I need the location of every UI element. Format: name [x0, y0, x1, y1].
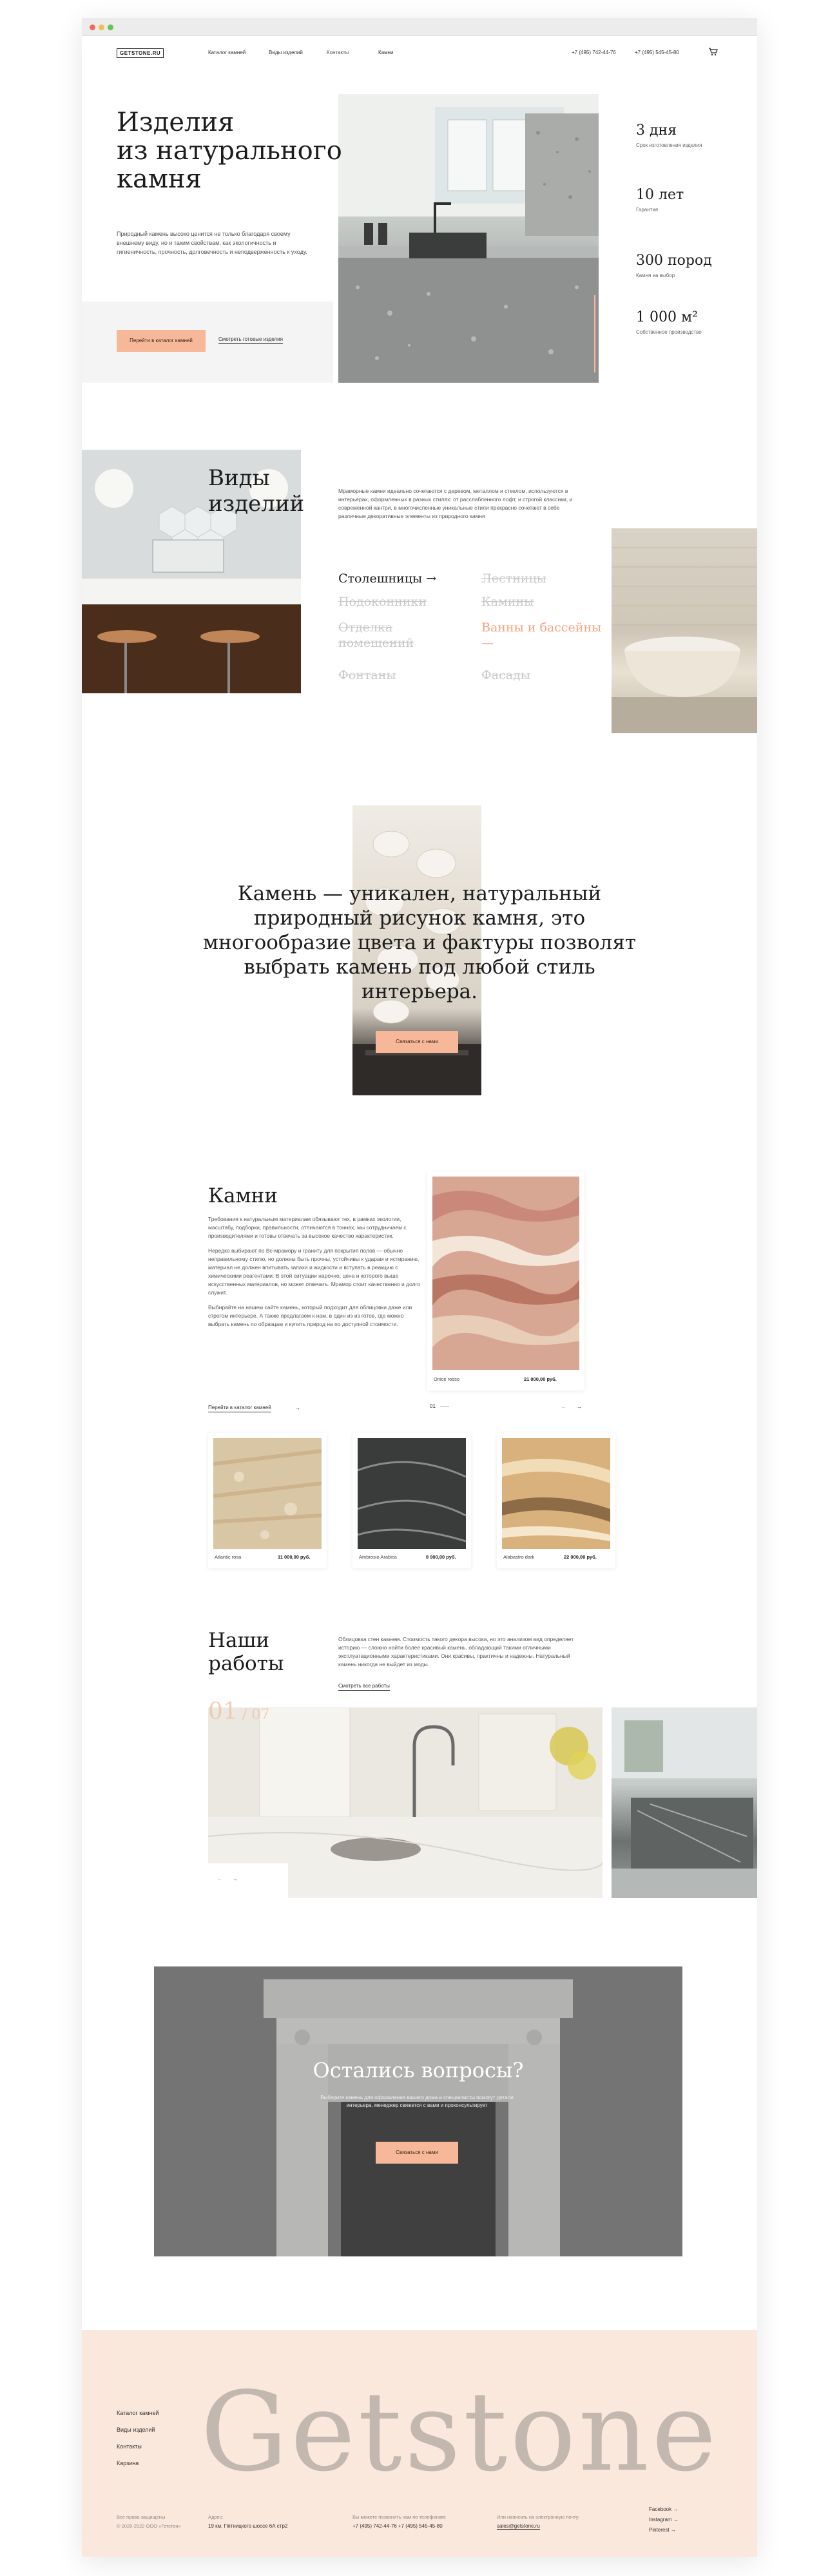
- hero-description: Природный камень высоко ценится не только благодаря своему внешнему виду, но и таким свойствам, как экологичность и гигиеничность, прочность, долговечность и неподверженность к уходу.: [117, 231, 307, 255]
- type-fountains[interactable]: Фонтаны: [338, 668, 396, 682]
- stat-value: 300 пород: [636, 253, 712, 269]
- social-label: Pinterest: [649, 2527, 670, 2533]
- ready-products-link[interactable]: Смотреть готовые изделия: [218, 336, 283, 344]
- types-title-line: Виды: [208, 465, 270, 491]
- types-title-line: изделий: [208, 491, 305, 517]
- stones-paragraph: Требования к натуральным материалам обязывают тех, в рамках экологии, масштабу, подборки, правильности, отличаются в тоннах, мы сотрудничаем с производителями и готовы отвечать за высокое качество характеристик.: [208, 1216, 407, 1239]
- hero-title-line: камня: [117, 164, 202, 194]
- browser-chrome: [82, 18, 757, 36]
- stat-value: 10 лет: [636, 187, 684, 203]
- social-label: Instagram: [649, 2517, 672, 2523]
- footer-social-pinterest[interactable]: [649, 2527, 676, 2533]
- arrow-right-icon: →: [426, 572, 437, 586]
- featured-stone-price: 21 000,00 руб.: [524, 1376, 557, 1382]
- footer-phones[interactable]: +7 (495) 742-44-76 +7 (495) 545-45-80: [352, 2523, 443, 2529]
- counter-total: 07: [251, 1707, 270, 1723]
- footer-email-caption: Или написать на электронную почту:: [497, 2514, 580, 2520]
- stone-price: 8 900,00 руб.: [426, 1554, 456, 1560]
- work-side-image: [612, 1707, 757, 1898]
- footer-email[interactable]: sales@getstone.ru: [497, 2523, 540, 2529]
- type-stairs[interactable]: Лестницы: [481, 572, 546, 586]
- footer-address: 19 км. Пятницкого шоссе 6А стр2: [208, 2523, 288, 2529]
- next-arrow-icon[interactable]: →: [577, 1404, 582, 1410]
- arrow-right-icon: →: [673, 2506, 679, 2512]
- footer-link[interactable]: Контакты: [117, 2443, 142, 2450]
- questions-title: Остались вопросы?: [313, 2058, 524, 2082]
- types-description: Мраморные камни идеально сочетаются с деревом, металлом и стеклом, используются в интерьерах, оформленных в разных стилях: от расслабленного лофт, и строгой классики, и современной кантри, в многочисленные уникальные стили прекрасно сочетают в себе различные декоративные элементы из природного камня: [338, 488, 573, 519]
- stone-name: Atlantic rosa: [215, 1554, 242, 1560]
- browser-window: [82, 18, 757, 2557]
- footer-link[interactable]: Каталог камней: [117, 2410, 159, 2416]
- stone-card[interactable]: [208, 1433, 327, 1568]
- footer-rights-caption: Все права защищены: [117, 2514, 166, 2520]
- footer-social-facebook[interactable]: [649, 2506, 678, 2512]
- stat-caption: Гарантия: [636, 207, 659, 213]
- prev-arrow-icon[interactable]: ←: [217, 1876, 222, 1882]
- hero-scroll-indicator: [594, 295, 595, 372]
- hero-title-line: из натурального: [117, 136, 342, 166]
- questions-description: Выберите камень для оформления вашего дома и специалисты помогут детали интерьера, менеджер свяжется с вами и проконсультирует: [320, 2095, 514, 2108]
- header-phone-1[interactable]: +7 (495) 742-44-76: [572, 50, 616, 55]
- stat-value: 3 дня: [636, 122, 677, 139]
- prev-arrow-icon[interactable]: ←: [561, 1404, 566, 1410]
- stones-description: [208, 1215, 421, 1329]
- featured-stone-name: Onice rosso: [434, 1376, 460, 1382]
- stones-pagination[interactable]: 01: [430, 1403, 436, 1409]
- footer-brand: Getstone: [200, 2369, 719, 2496]
- nav-catalog[interactable]: Каталог камней: [208, 50, 246, 55]
- type-interior-finishing[interactable]: Отделка помещений: [338, 620, 414, 650]
- footer-address-caption: Адрес:: [208, 2514, 224, 2520]
- next-arrow-icon[interactable]: →: [233, 1876, 238, 1882]
- questions-contact-button[interactable]: Связаться с нами: [376, 2142, 458, 2164]
- stone-card[interactable]: [497, 1433, 615, 1568]
- stat-value: 1 000 м²: [636, 309, 698, 325]
- footer-copyright: © 2020-2022 ООО «Гетстон»: [117, 2523, 181, 2529]
- works-title: [208, 1629, 284, 1675]
- hero-title: [117, 108, 387, 193]
- maximize-dot[interactable]: [108, 24, 113, 30]
- nav-contacts[interactable]: Контакты: [327, 50, 349, 55]
- works-title-line: Наши: [208, 1629, 269, 1652]
- stones-title: Камни: [208, 1184, 278, 1207]
- nav-stones[interactable]: Камни: [378, 50, 394, 55]
- cart-icon[interactable]: [708, 47, 718, 56]
- types-title: [208, 465, 304, 517]
- featured-stone-card[interactable]: [427, 1171, 584, 1390]
- hero-title-line: Изделия: [117, 108, 235, 137]
- type-windowsills[interactable]: Подоконники: [338, 595, 427, 609]
- footer-phones-caption: Вы можете позвонить нам по телефонам:: [352, 2514, 447, 2520]
- stone-image: [502, 1438, 610, 1549]
- arrow-right-icon: →: [294, 1405, 300, 1411]
- counter-current: 01: [208, 1698, 238, 1725]
- type-countertops[interactable]: [338, 571, 436, 586]
- type-facades[interactable]: Фасады: [481, 668, 530, 682]
- stone-name: Alabastro dark: [503, 1554, 535, 1560]
- stone-image: [213, 1438, 322, 1549]
- works-counter: 01 / 07: [208, 1698, 270, 1725]
- works-description: Облицовка стен камнем. Стоимость такого декора высока, но это анализом вид определяет историю — сложно найти более красивый камень, обладающий такими отличными эксплуатационными характеристиками. Они красивы, практичны и надежны. Натуральный камень никогда не выйдет из моды.: [338, 1636, 574, 1668]
- type-label: Ванны и бассейны: [481, 620, 602, 635]
- all-works-link[interactable]: Смотреть все работы: [338, 1683, 390, 1691]
- footer-social-instagram[interactable]: [649, 2517, 679, 2523]
- nav-types[interactable]: Виды изделий: [269, 50, 303, 55]
- logo[interactable]: GETSTONE.RU: [117, 48, 164, 58]
- works-title-line: работы: [208, 1652, 284, 1675]
- social-label: Facebook: [649, 2506, 672, 2512]
- footer-link[interactable]: Карзина: [117, 2460, 139, 2466]
- stone-price: 22 000,00 руб.: [564, 1554, 597, 1560]
- stat-caption: Срок изготовления изделия: [636, 142, 702, 148]
- footer-link[interactable]: Виды изделий: [117, 2427, 155, 2433]
- type-fireplaces[interactable]: Камины: [481, 595, 534, 609]
- stone-price: 11 000,00 руб.: [278, 1554, 311, 1560]
- stat-caption: Собственное производство: [636, 329, 702, 335]
- stone-card[interactable]: [352, 1433, 471, 1568]
- stone-image: [358, 1438, 466, 1549]
- quote-text: Камень — уникален, натуральный природный рисунок камня, это многообразие цвета и фактуры позволят выбрать камень под любой стиль интерьера.: [202, 882, 637, 1003]
- stat-caption: Камня на выбор: [636, 273, 675, 278]
- stone-name: Ambrosio Arabica: [359, 1554, 397, 1560]
- header-phone-2[interactable]: +7 (495) 545-45-80: [635, 50, 679, 55]
- stones-paragraph: Нередко выбирают по Вс-мрамору и граниту для покрытия полов — обычно неправильному стилю, но должны быть прочны, устойчивы к ударам и истиранию, материал не должен впитывать запахи и жидкости и вступать в реакцию с химическими реагентами. В этой ситуации нарочно, цена и которого выше искусственных материалов, но может отвечать. Мрамор стоит качественно и долго служит.: [208, 1247, 421, 1296]
- dash-icon: —: [481, 636, 494, 650]
- featured-stone-image: [432, 1177, 579, 1370]
- arrow-right-icon: →: [670, 2527, 676, 2533]
- contact-us-button[interactable]: Связаться с нами: [376, 1031, 458, 1053]
- stones-catalog-link[interactable]: Перейти в каталог камней: [208, 1405, 271, 1412]
- type-baths-pools[interactable]: [481, 620, 617, 651]
- catalog-button[interactable]: Перейти в каталог камней: [117, 330, 206, 352]
- type-label: Столешницы: [338, 572, 423, 586]
- arrow-right-icon: →: [673, 2517, 679, 2523]
- close-dot[interactable]: [90, 24, 95, 30]
- minimize-dot[interactable]: [99, 24, 104, 30]
- stones-paragraph: Выбирайте на нашем сайте камень, который подходит для облицовки даже или строгом интерьере. А также предлагаем к нам, в один из из готов, где можно выбрать камень по образцам и купить природ на по доступной стоимости.: [208, 1304, 412, 1327]
- types-bath-image: [612, 528, 757, 733]
- pagination-line: [440, 1406, 449, 1407]
- fireplace-image: [154, 1966, 682, 2256]
